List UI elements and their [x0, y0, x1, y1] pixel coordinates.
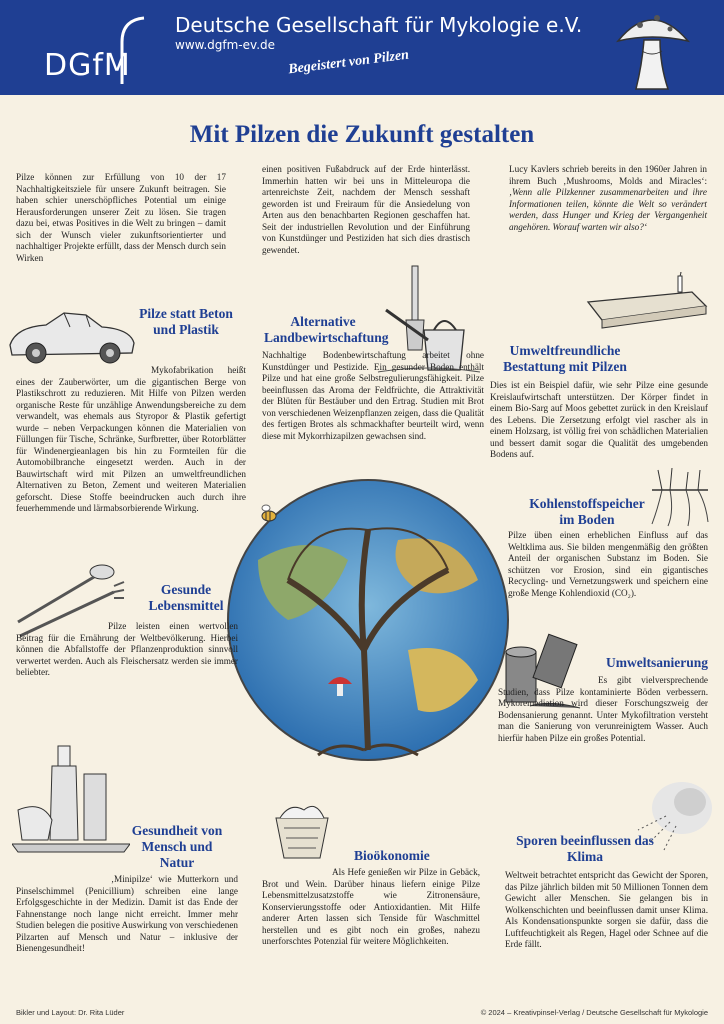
- dgfm-logo: DGfM: [44, 48, 131, 83]
- page-title: Mit Pilzen die Zukunft gestalten: [189, 121, 535, 148]
- car-icon: [6, 305, 138, 367]
- bee-icon: [258, 504, 280, 524]
- heading-sanierung: Umweltsanierung: [606, 655, 708, 670]
- text-kohlenstoff: Pilze üben einen erheblichen Einfluss auf das Weltklima aus. Sie bilden mengenmäßig den größten Anteil der organischen Substanz im Boden. Sie schützen vor Erosion, sind ein gigantisches Recycling- und Vernetzungswerk und speichern eine große Menge Kohlendioxid (CO₂).: [508, 530, 708, 598]
- coffin-icon: [582, 272, 712, 332]
- header-bar: [0, 0, 724, 95]
- heading-landwirtschaft: Alternative Landbewirtschaftung: [264, 314, 389, 345]
- text-lebensmittel: Pilze leisten einen wertvollen Beitrag für die Ernährung der Weltbevölkerung. Hierbei können die Abfallstoffe der Pflanzenproduktion sinnvoll verwertet werden. Auch als Fleischersatz werden sie immer beliebter.: [16, 621, 238, 677]
- heading-gesundheit: Gesundheit von Mensch und Natur: [131, 823, 223, 870]
- heading-sporen: Sporen beeinflussen das Klima: [516, 833, 654, 864]
- mushroom-icon: [612, 3, 694, 93]
- heading-lebensmittel: Gesunde Lebensmittel: [148, 582, 224, 613]
- intro-col3: [509, 164, 707, 233]
- logo-mark-icon: [118, 14, 148, 84]
- text-sanierung: Es gibt vielversprechende Studien, dass Pilze kontaminierte Böden verbessern. Mykoremediation wird dieser Forschungszweig der Bodensanierung genannt. Unter Mykofiltration versteht man die Sanierung von verunreinigtem Wasser. Auch hierfür haben Pilze ein großes Potential.: [498, 675, 708, 743]
- intro-col1: Pilze können zur Erfüllung von 10 der 17 Nachhaltigkeitsziele für unsere Zukunft beitragen. Sie haben schier unerschöpfliches Potential um einige Herausforderungen unserer Zeit zu lösen. Sie tragen dazu bei, etwas Positives in die Welt zu bringen – damit sich der Wunsch vieler zukunftsorientierter und nachhaltiger Projekte erfüllt, dass der Mensch durch sein Wirken: [16, 172, 226, 263]
- bottles-icon: [12, 740, 130, 855]
- heading-kohlenstoff: Kohlenstoffspeicher im Boden: [529, 496, 645, 527]
- text-biooekonomie: Als Hefe genießen wir Pilze in Gebäck, Brot und Wein. Darüber hinaus liefern einige Pilze Lebensmittelzusatzstoffe wie Zitronensäure, Konservierungsstoffe oder Antioxidantien. Mit Hilfe anderer Arten lassen sich Tenside für Waschmittel herstellen und es gibt noch ein großes, nahezu unerforschtes Potenzial für weitere Möglichkeiten.: [262, 867, 480, 946]
- roots-icon: [648, 468, 712, 528]
- heading-bestattung: Umweltfreundliche Bestattung mit Pilzen: [503, 343, 627, 374]
- intro-col2: einen positiven Fußabdruck auf der Erde hinterlässt. Immerhin hatten wir bei uns in Mitteleuropa die artenreichste Zeit, nachdem der Mensch sesshaft geworden ist und Freiraum für die Ansiedelung von Arten aus den benachbarten Regionen geschaffen hat. Seit der industriellen Revolution und der Einführung von Kunstdünger und Pestiziden hat sich dies drastisch gewendet.: [262, 164, 470, 255]
- laundry-basket-icon: [270, 798, 334, 860]
- quote-text: ‚Wenn alle Pilzkenner zusammenarbeiten und ihre Informationen teilen, könnte die Welt so verändert werden, dass Hunger und Krieg der Vergangenheit angehören. Worauf warten wir also?‘: [509, 187, 707, 232]
- website-link[interactable]: www.dgfm-ev.de: [175, 38, 276, 52]
- text-bestattung: Dies ist ein Beispiel dafür, wie sehr Pilze eine gesunde Kreislaufwirtschaft unterstützen. Der Körper findet in einem Bio-Sarg auf Moos gebettet zurück in den Kreislauf des Lebens. Die Zersetzung erfolgt viel rascher als in einem Holzsarg, ist völlig frei von schädlichen Materialien und bessert damit sogar die Qualität des umgebenden Bodens auf.: [490, 380, 708, 459]
- footer-copyright: © 2024 – Kreativpinsel-Verlag / Deutsche Gesellschaft für Mykologie: [480, 1008, 708, 1017]
- footer-credits: Bikler und Layout: Dr. Rita Lüder: [16, 1008, 125, 1017]
- text-beton: Mykofabrikation heißt eines der Zauberwörter, um die gigantischen Berge von Plastikschrott zu reduzieren. Mit Hilfe von Pilzen werden organische Reste für unzählige Anwendungsbereiche zu dem verwandelt, was ehemals aus Styropor & Plastik gefertigt wurde – neben Verpackungen können die Materialien von Füllungen für Tische, Schränke, Surfbretter, über Rotorblätter für Windenergieanlagen bis hin zu Formteilen für die Automobilbranche eingesetzt werden. Auch in der Bauwirtschaft wird mit Pilzen an umweltfreundlichen Alternativen zu Beton, Zement und weiteren Materialien geforscht. Diese Stoffe beeindrucken auch durch ihre feuerhemmende und lärmabsorbierende Wirkung.: [16, 365, 246, 513]
- text-sporen: Weltweit betrachtet entspricht das Gewicht der Sporen, das Pilze jährlich bilden mit 50 Millionen Tonnen dem Gewicht aller Menschen. Sie gelangen bis in Wolkenschichten und beeinflussen damit unser Klima. Als Kondensationspunkte sorgen sie dafür, dass die Luftfeuchtigkeit als Regen, Hagel oder Schnee auf die Erde fällt.: [505, 870, 708, 949]
- text-landwirtschaft: Nachhaltige Bodenbewirtschaftung arbeitet ohne Kunstdünger und Pestizide. Ein gesunder Boden enthält Pilze und hat eine große Selbstregulierungsfähigkeit. Pilze beeinflussen das Aroma der Feldfrüchte, die Attraktivität der Blüten für Bestäuber und den Ertrag. Studien mit Brot von verschiedenen Weizenpflanzen zeigen, dass die Qualität des fertigen Brotes als schmackhafter beurteilt wird, wenn diese mit Mykorrhizapilzen gewachsen sind.: [262, 350, 484, 441]
- slogan: Begeistert von Pilzen: [287, 47, 410, 78]
- heading-biooekonomie: Bioökonomie: [354, 848, 430, 863]
- heading-beton: Pilze statt Beton und Plastik: [139, 306, 233, 337]
- text-gesundheit: ‚Minipilze‘ wie Mutterkorn und Pinselschimmel (Penicillium) schreiben eine lange Erfolgsgeschichte in der Medizin. Damit ist das Ende der Fahnenstange noch lange nicht erreicht. Immer mehr Studien belegen die positive Auswirkung von verschiedenen Pilzarten auf Mensch und Natur – inklusive der Bienengesundheit!: [16, 874, 238, 953]
- org-name: Deutsche Gesellschaft für Mykologie e.V.: [175, 13, 583, 37]
- quote-lead: Lucy Kavlers schrieb bereits in den 1960er Jahren in ihrem Buch ‚Mushrooms, Molds and Miracles‘:: [509, 164, 707, 186]
